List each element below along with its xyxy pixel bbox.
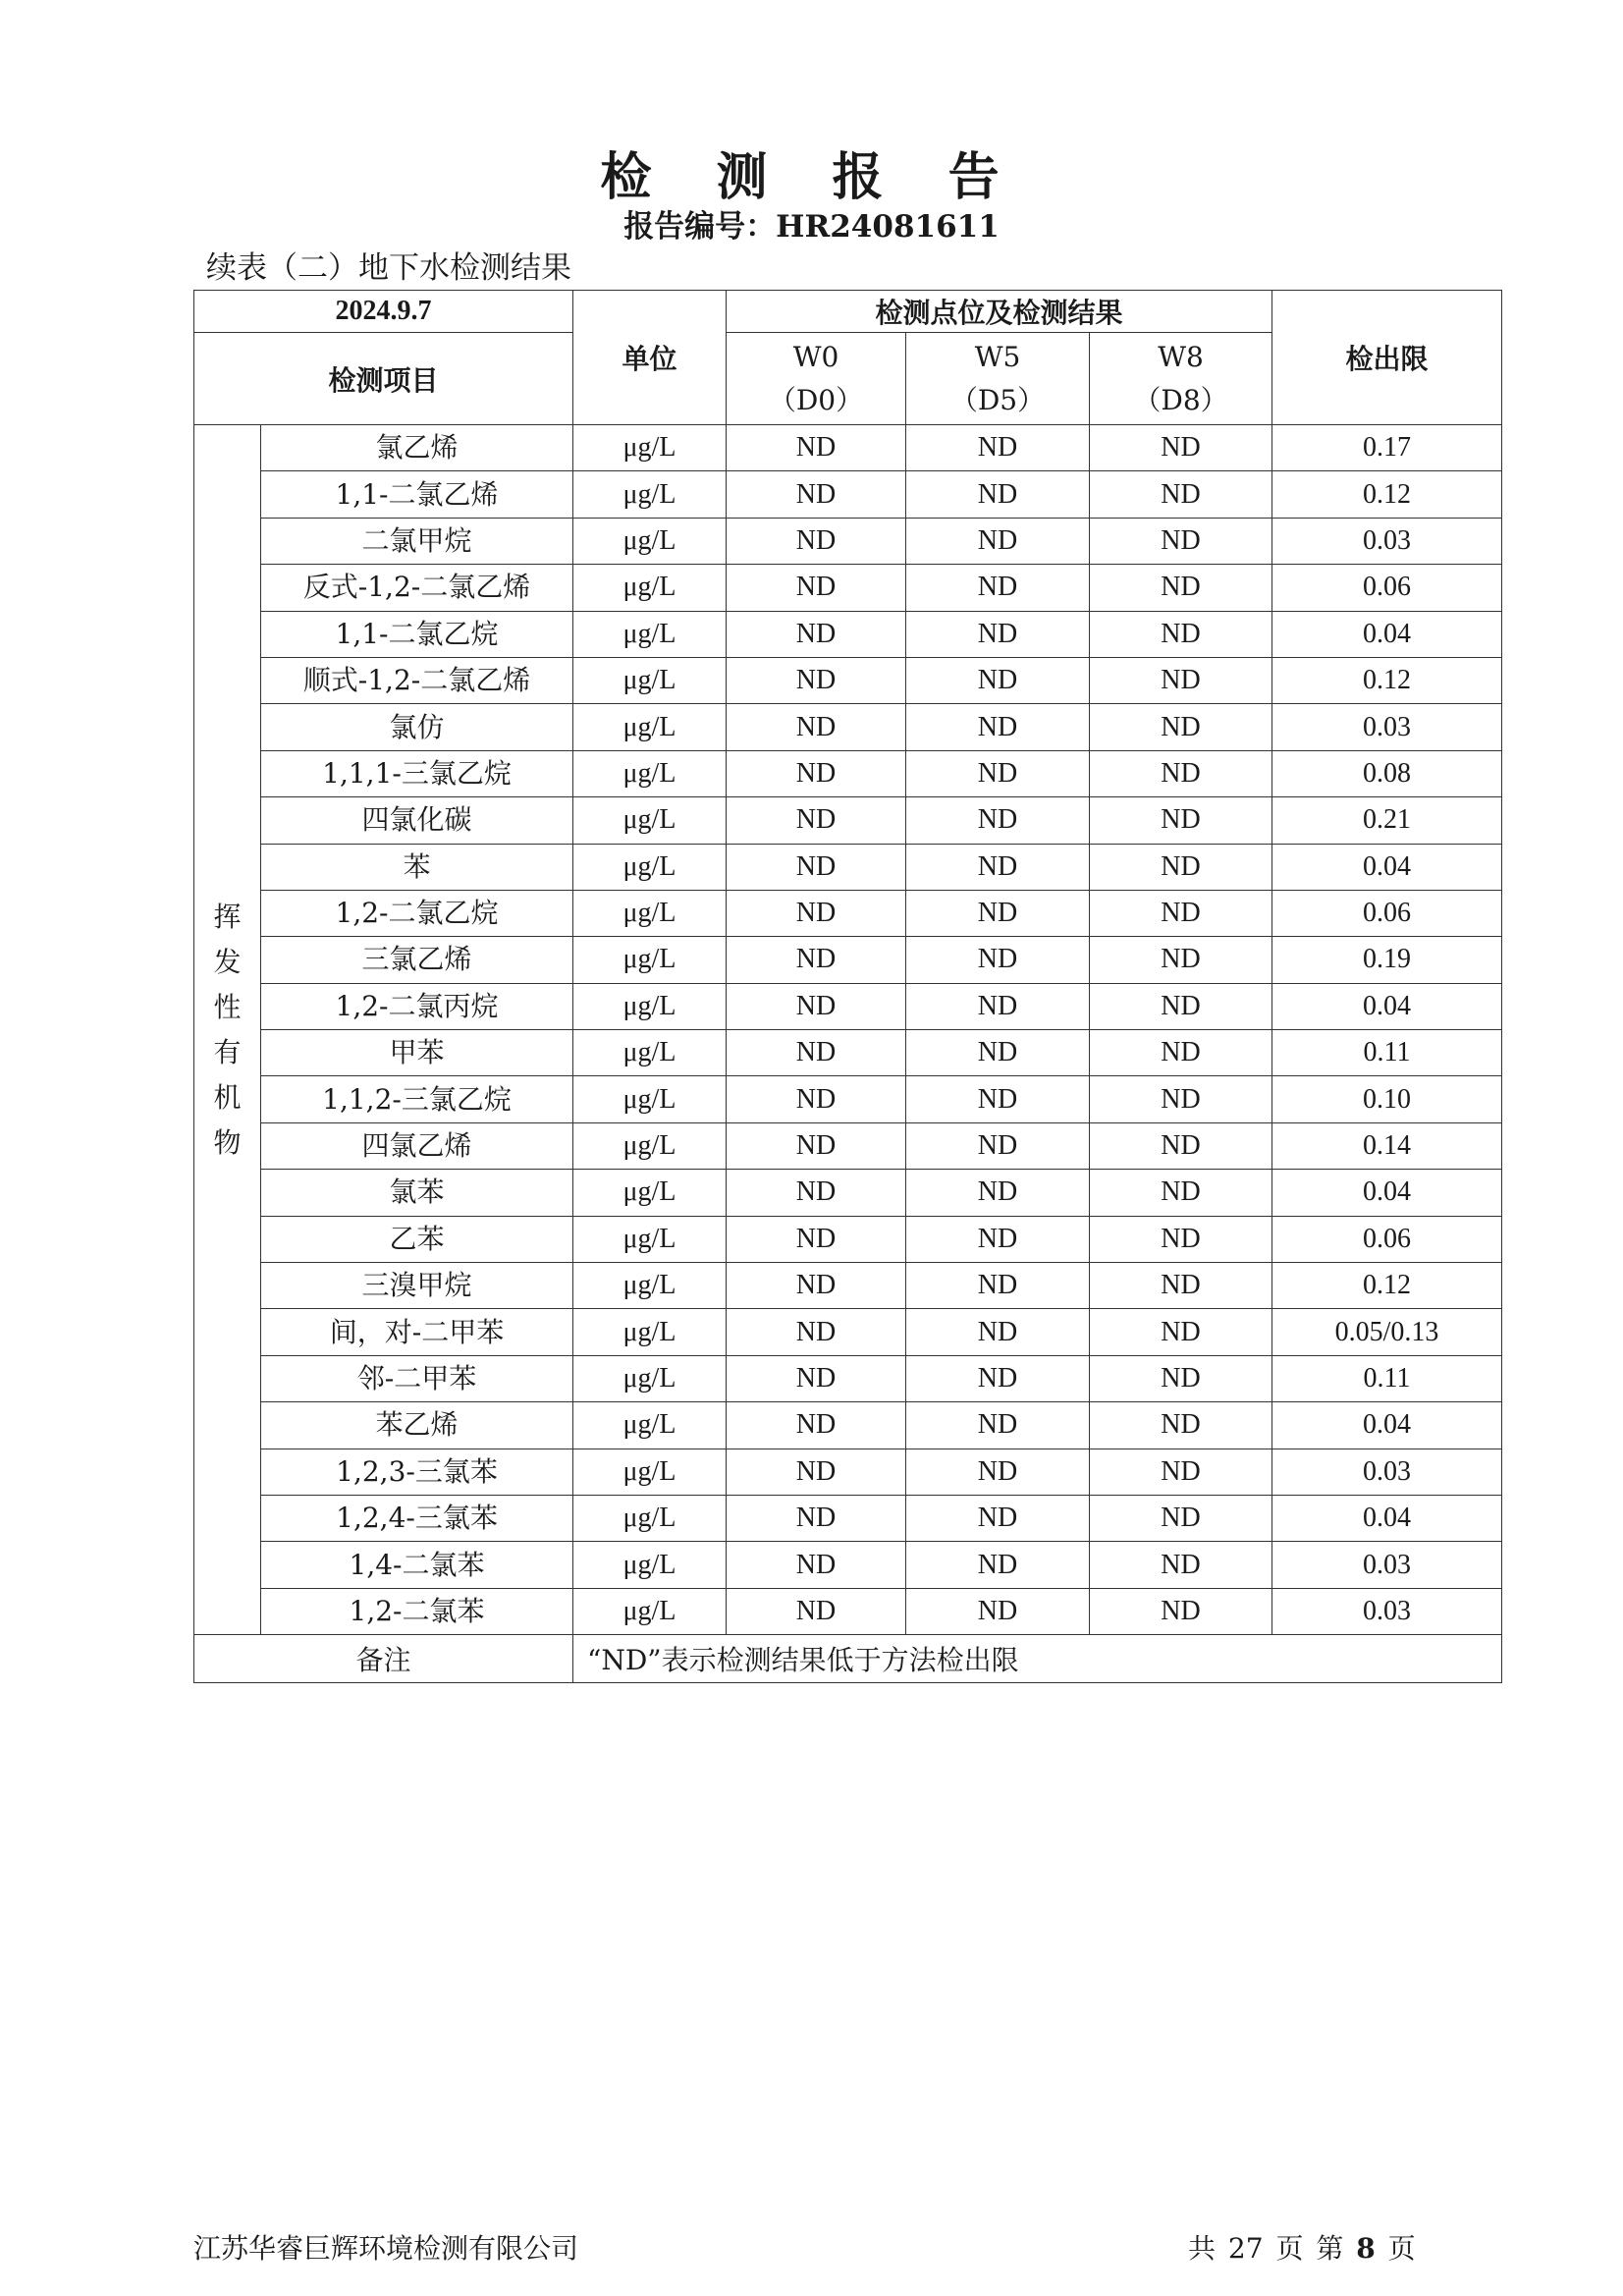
- result-w5-cell: ND: [906, 937, 1090, 983]
- item-cell: 三溴甲烷: [261, 1263, 573, 1309]
- point-header-w5: [906, 333, 1090, 425]
- result-w0-cell: ND: [727, 1542, 906, 1588]
- unit-cell: μg/L: [573, 471, 727, 518]
- result-w0-cell: ND: [727, 1449, 906, 1495]
- result-w5-cell: ND: [906, 1542, 1090, 1588]
- category-cell: [194, 425, 261, 1635]
- table-row: [194, 890, 1502, 936]
- category-char: 机: [213, 1080, 242, 1114]
- unit-cell: μg/L: [573, 797, 727, 844]
- unit-cell: μg/L: [573, 1263, 727, 1309]
- unit-cell: μg/L: [573, 1449, 727, 1495]
- table-row: [194, 1588, 1502, 1634]
- result-w0-cell: ND: [727, 1122, 906, 1169]
- page-suffix: 页: [1387, 2232, 1416, 2265]
- category-char: 挥: [213, 900, 242, 933]
- limit-cell: 0.11: [1272, 1030, 1502, 1076]
- result-w8-cell: ND: [1090, 937, 1272, 983]
- limit-cell: 0.11: [1272, 1355, 1502, 1401]
- result-w0-cell: ND: [727, 844, 906, 890]
- result-w5-cell: ND: [906, 565, 1090, 611]
- report-title: 检 测 报 告: [600, 147, 1023, 207]
- result-w5-cell: ND: [906, 983, 1090, 1029]
- item-cell: 1,2,4-三氯苯: [261, 1495, 573, 1541]
- item-cell: 间，对-二甲苯: [261, 1309, 573, 1355]
- item-cell: 甲苯: [261, 1030, 573, 1076]
- table-row: [194, 1216, 1502, 1262]
- limit-cell: 0.06: [1272, 565, 1502, 611]
- result-w5-cell: ND: [906, 797, 1090, 844]
- result-w0-cell: ND: [727, 1402, 906, 1449]
- result-w8-cell: ND: [1090, 750, 1272, 796]
- result-w8-cell: ND: [1090, 1030, 1272, 1076]
- item-header: 检测项目: [194, 333, 573, 425]
- table-row: [194, 1122, 1502, 1169]
- result-w8-cell: ND: [1090, 657, 1272, 703]
- table-row: [194, 797, 1502, 844]
- table-row: [194, 1402, 1502, 1449]
- result-w0-cell: ND: [727, 425, 906, 471]
- limit-cell: 0.14: [1272, 1122, 1502, 1169]
- table-row: [194, 1495, 1502, 1541]
- result-w0-cell: ND: [727, 937, 906, 983]
- item-cell: 氯乙烯: [261, 425, 573, 471]
- result-w8-cell: ND: [1090, 890, 1272, 936]
- result-w8-cell: ND: [1090, 1588, 1272, 1634]
- result-w8-cell: ND: [1090, 1402, 1272, 1449]
- result-w8-cell: ND: [1090, 1542, 1272, 1588]
- limit-cell: 0.05/0.13: [1272, 1309, 1502, 1355]
- limit-cell: 0.04: [1272, 1170, 1502, 1216]
- item-cell: 反式-1,2-二氯乙烯: [261, 565, 573, 611]
- result-w0-cell: ND: [727, 1170, 906, 1216]
- company-name: 江苏华睿巨辉环境检测有限公司: [193, 2232, 579, 2265]
- table-row: [194, 611, 1502, 657]
- item-cell: 四氯化碳: [261, 797, 573, 844]
- unit-cell: μg/L: [573, 937, 727, 983]
- unit-cell: μg/L: [573, 983, 727, 1029]
- point-code: W5: [974, 340, 1021, 373]
- item-cell: 1,1-二氯乙烷: [261, 611, 573, 657]
- table-row: [194, 425, 1502, 471]
- page-mid: 页 第: [1275, 2232, 1344, 2265]
- limit-cell: 0.04: [1272, 611, 1502, 657]
- item-cell: 1,2-二氯苯: [261, 1588, 573, 1634]
- table-row: [194, 1355, 1502, 1401]
- result-w5-cell: ND: [906, 611, 1090, 657]
- point-sub: （D5）: [949, 383, 1046, 416]
- unit-cell: μg/L: [573, 518, 727, 564]
- unit-cell: μg/L: [573, 1030, 727, 1076]
- result-w5-cell: ND: [906, 750, 1090, 796]
- category-char: 物: [213, 1125, 242, 1159]
- limit-cell: 0.21: [1272, 797, 1502, 844]
- point-sub: （D8）: [1133, 383, 1228, 416]
- result-w5-cell: ND: [906, 1588, 1090, 1634]
- result-w0-cell: ND: [727, 1355, 906, 1401]
- unit-cell: μg/L: [573, 750, 727, 796]
- result-w0-cell: ND: [727, 657, 906, 703]
- table-row: [194, 1542, 1502, 1588]
- table-row: [194, 1030, 1502, 1076]
- unit-cell: μg/L: [573, 1122, 727, 1169]
- item-cell: 1,2-二氯乙烷: [261, 890, 573, 936]
- total-pages: 27: [1227, 2232, 1264, 2265]
- limit-cell: 0.12: [1272, 1263, 1502, 1309]
- unit-cell: μg/L: [573, 1076, 727, 1122]
- unit-cell: μg/L: [573, 1588, 727, 1634]
- result-w5-cell: ND: [906, 1263, 1090, 1309]
- result-w8-cell: ND: [1090, 983, 1272, 1029]
- result-w0-cell: ND: [727, 1030, 906, 1076]
- result-w5-cell: ND: [906, 890, 1090, 936]
- item-cell: 苯: [261, 844, 573, 890]
- category-char: 发: [213, 945, 242, 978]
- result-w5-cell: ND: [906, 1030, 1090, 1076]
- item-cell: 1,1-二氯乙烯: [261, 471, 573, 518]
- table-row: [194, 657, 1502, 703]
- result-w5-cell: ND: [906, 1309, 1090, 1355]
- result-w0-cell: ND: [727, 704, 906, 750]
- unit-cell: μg/L: [573, 1495, 727, 1541]
- table-row: [194, 750, 1502, 796]
- category-char: 性: [213, 990, 242, 1023]
- result-w8-cell: ND: [1090, 1076, 1272, 1122]
- limit-cell: 0.12: [1272, 471, 1502, 518]
- unit-cell: μg/L: [573, 657, 727, 703]
- item-cell: 1,1,1-三氯乙烷: [261, 750, 573, 796]
- limit-cell: 0.03: [1272, 1542, 1502, 1588]
- result-w8-cell: ND: [1090, 1122, 1272, 1169]
- limit-cell: 0.04: [1272, 1402, 1502, 1449]
- table-row: [194, 1449, 1502, 1495]
- point-code: W0: [792, 340, 839, 373]
- point-header-w0: [727, 333, 906, 425]
- item-cell: 氯苯: [261, 1170, 573, 1216]
- points-group-header: 检测点位及检测结果: [727, 291, 1272, 333]
- unit-cell: μg/L: [573, 1542, 727, 1588]
- result-w5-cell: ND: [906, 844, 1090, 890]
- unit-cell: μg/L: [573, 1402, 727, 1449]
- table-row: [194, 471, 1502, 518]
- table-row: [194, 937, 1502, 983]
- category-char: 有: [213, 1035, 242, 1068]
- table-row: [194, 1309, 1502, 1355]
- table-row: [194, 1076, 1502, 1122]
- item-cell: 邻-二甲苯: [261, 1355, 573, 1401]
- point-header-w8: [1090, 333, 1272, 425]
- result-w0-cell: ND: [727, 750, 906, 796]
- result-w5-cell: ND: [906, 1402, 1090, 1449]
- result-w8-cell: ND: [1090, 1170, 1272, 1216]
- result-w0-cell: ND: [727, 518, 906, 564]
- unit-cell: μg/L: [573, 1216, 727, 1262]
- result-w0-cell: ND: [727, 1495, 906, 1541]
- table-row: [194, 1170, 1502, 1216]
- limit-cell: 0.08: [1272, 750, 1502, 796]
- remark-label: 备注: [194, 1635, 573, 1683]
- unit-cell: μg/L: [573, 1355, 727, 1401]
- item-cell: 三氯乙烯: [261, 937, 573, 983]
- result-w5-cell: ND: [906, 471, 1090, 518]
- result-w0-cell: ND: [727, 1216, 906, 1262]
- table-row: [194, 518, 1502, 564]
- unit-cell: μg/L: [573, 1170, 727, 1216]
- result-w5-cell: ND: [906, 1449, 1090, 1495]
- limit-cell: 0.04: [1272, 1495, 1502, 1541]
- result-w0-cell: ND: [727, 1588, 906, 1634]
- result-w0-cell: ND: [727, 471, 906, 518]
- results-body: [194, 425, 1502, 1635]
- item-cell: 顺式-1,2-二氯乙烯: [261, 657, 573, 703]
- sampling-date: 2024.9.7: [194, 291, 573, 333]
- item-cell: 二氯甲烷: [261, 518, 573, 564]
- result-w8-cell: ND: [1090, 425, 1272, 471]
- item-cell: 1,2,3-三氯苯: [261, 1449, 573, 1495]
- result-w0-cell: ND: [727, 1309, 906, 1355]
- item-cell: 1,2-二氯丙烷: [261, 983, 573, 1029]
- unit-cell: μg/L: [573, 704, 727, 750]
- result-w8-cell: ND: [1090, 471, 1272, 518]
- limit-cell: 0.06: [1272, 1216, 1502, 1262]
- result-w5-cell: ND: [906, 1170, 1090, 1216]
- point-sub: （D0）: [768, 383, 864, 416]
- result-w8-cell: ND: [1090, 518, 1272, 564]
- table-row: [194, 844, 1502, 890]
- result-w8-cell: ND: [1090, 1309, 1272, 1355]
- remark-text: “ND”表示检测结果低于方法检出限: [573, 1635, 1502, 1683]
- limit-header: 检出限: [1272, 291, 1502, 425]
- result-w0-cell: ND: [727, 1076, 906, 1122]
- limit-cell: 0.03: [1272, 518, 1502, 564]
- unit-cell: μg/L: [573, 890, 727, 936]
- point-code: W8: [1158, 340, 1204, 373]
- result-w8-cell: ND: [1090, 1355, 1272, 1401]
- unit-cell: μg/L: [573, 1309, 727, 1355]
- limit-cell: 0.03: [1272, 1588, 1502, 1634]
- table-row: [194, 565, 1502, 611]
- unit-cell: μg/L: [573, 565, 727, 611]
- result-w0-cell: ND: [727, 1263, 906, 1309]
- table-row: [194, 1263, 1502, 1309]
- limit-cell: 0.17: [1272, 425, 1502, 471]
- result-w8-cell: ND: [1090, 611, 1272, 657]
- limit-cell: 0.06: [1272, 890, 1502, 936]
- result-w5-cell: ND: [906, 518, 1090, 564]
- result-w0-cell: ND: [727, 983, 906, 1029]
- page-prefix: 共: [1188, 2232, 1217, 2265]
- table-row: [194, 983, 1502, 1029]
- item-cell: 1,4-二氯苯: [261, 1542, 573, 1588]
- report-number: 报告编号：HR24081611: [623, 209, 1000, 245]
- result-w8-cell: ND: [1090, 1216, 1272, 1262]
- item-cell: 苯乙烯: [261, 1402, 573, 1449]
- result-w0-cell: ND: [727, 890, 906, 936]
- result-w5-cell: ND: [906, 1216, 1090, 1262]
- table-caption: 续表（二）地下水检测结果: [206, 250, 571, 286]
- result-w0-cell: ND: [727, 611, 906, 657]
- result-w8-cell: ND: [1090, 1449, 1272, 1495]
- result-w5-cell: ND: [906, 1355, 1090, 1401]
- item-cell: 乙苯: [261, 1216, 573, 1262]
- limit-cell: 0.04: [1272, 844, 1502, 890]
- limit-cell: 0.03: [1272, 704, 1502, 750]
- groundwater-results-table: [193, 290, 1502, 1683]
- result-w8-cell: ND: [1090, 565, 1272, 611]
- result-w5-cell: ND: [906, 1495, 1090, 1541]
- limit-cell: 0.04: [1272, 983, 1502, 1029]
- unit-cell: μg/L: [573, 844, 727, 890]
- result-w8-cell: ND: [1090, 844, 1272, 890]
- page-indicator: [1188, 2227, 1416, 2267]
- result-w5-cell: ND: [906, 1076, 1090, 1122]
- unit-cell: μg/L: [573, 611, 727, 657]
- item-cell: 四氯乙烯: [261, 1122, 573, 1169]
- limit-cell: 0.03: [1272, 1449, 1502, 1495]
- limit-cell: 0.12: [1272, 657, 1502, 703]
- current-page: 8: [1356, 2232, 1376, 2265]
- unit-header: 单位: [573, 291, 727, 425]
- result-w8-cell: ND: [1090, 704, 1272, 750]
- result-w5-cell: ND: [906, 657, 1090, 703]
- result-w8-cell: ND: [1090, 1263, 1272, 1309]
- limit-cell: 0.19: [1272, 937, 1502, 983]
- result-w5-cell: ND: [906, 1122, 1090, 1169]
- result-w0-cell: ND: [727, 565, 906, 611]
- result-w8-cell: ND: [1090, 1495, 1272, 1541]
- limit-cell: 0.10: [1272, 1076, 1502, 1122]
- table-row: [194, 704, 1502, 750]
- item-cell: 氯仿: [261, 704, 573, 750]
- result-w5-cell: ND: [906, 425, 1090, 471]
- result-w8-cell: ND: [1090, 797, 1272, 844]
- unit-cell: μg/L: [573, 425, 727, 471]
- result-w0-cell: ND: [727, 797, 906, 844]
- result-w5-cell: ND: [906, 704, 1090, 750]
- item-cell: 1,1,2-三氯乙烷: [261, 1076, 573, 1122]
